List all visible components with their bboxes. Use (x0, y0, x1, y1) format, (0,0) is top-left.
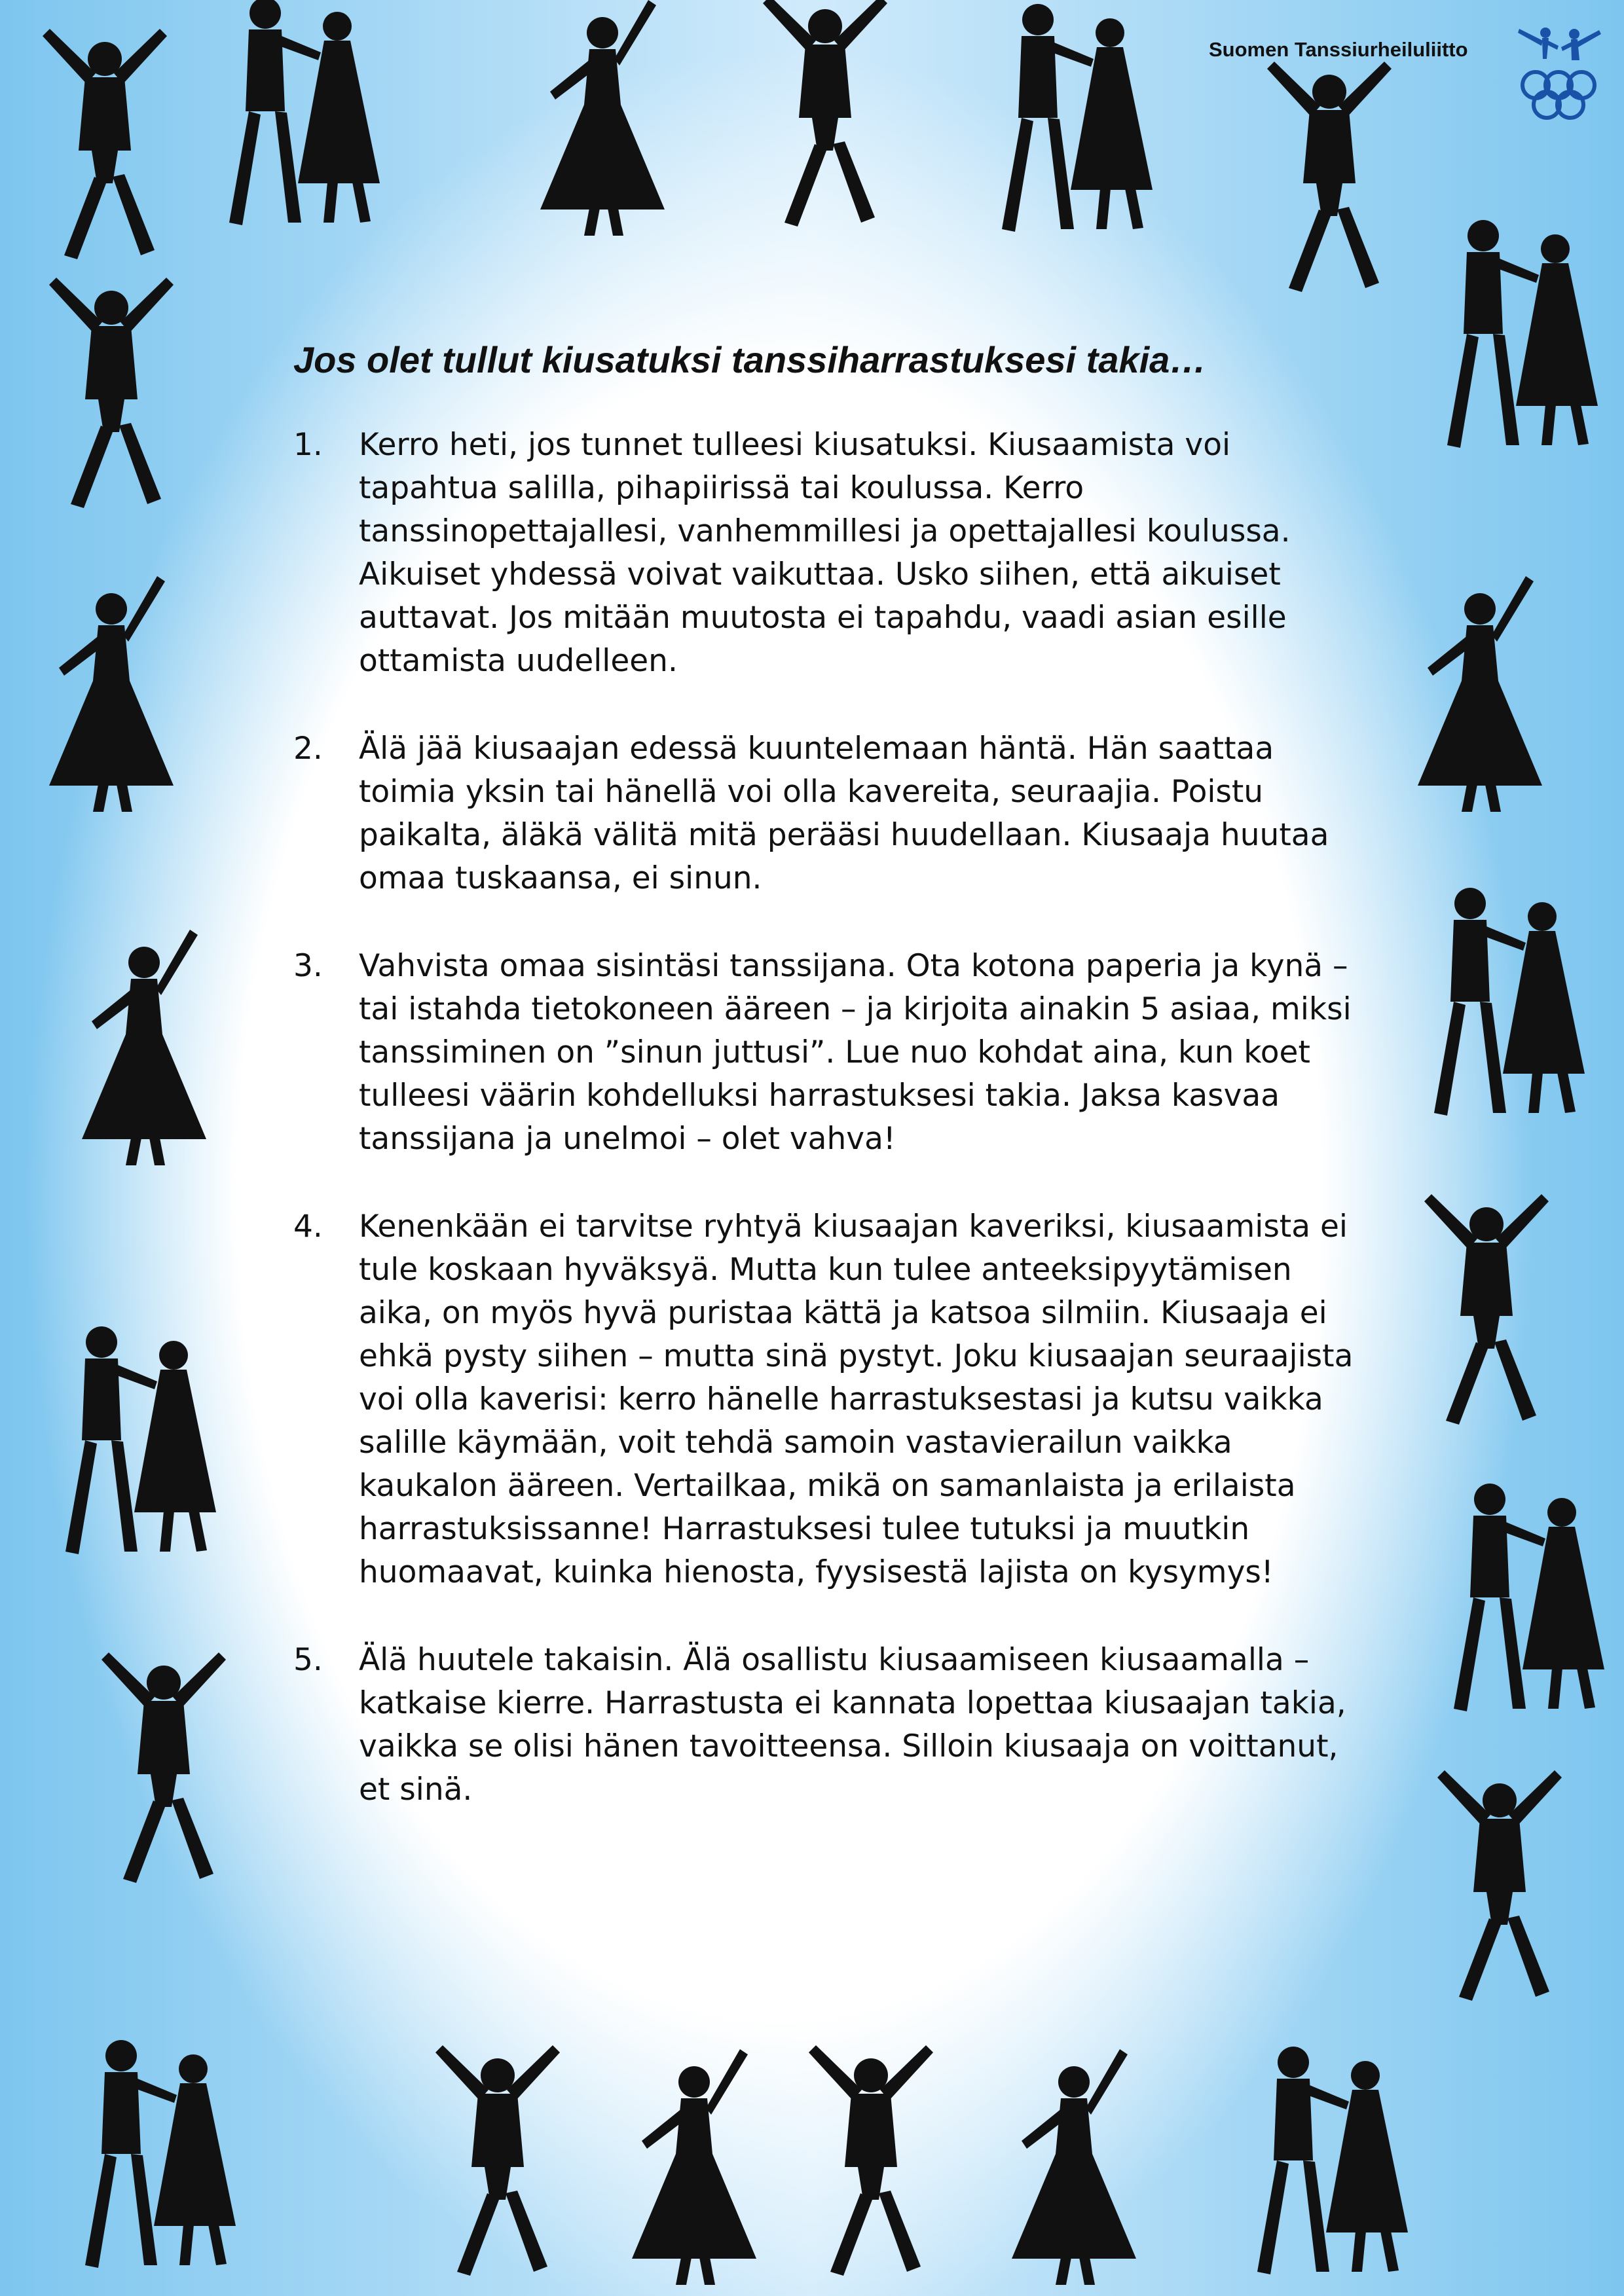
couple-silhouette (65, 1326, 216, 1554)
dancer-silhouette (1437, 1770, 1562, 2001)
dancing-figures-rings-logo-icon (1506, 20, 1611, 124)
list-item (293, 727, 1354, 900)
main-content (293, 338, 1354, 1856)
couple-silhouette (1002, 4, 1153, 232)
item-number: 5. (293, 1642, 323, 1679)
list-item (293, 424, 1354, 683)
organization-name: Suomen Tanssiurheiluliitto (1209, 38, 1468, 61)
list-item (293, 945, 1354, 1161)
item-number: 1. (293, 427, 323, 464)
dancer-silhouette (1424, 1194, 1549, 1425)
dancer-silhouette (49, 278, 174, 508)
dancer-silhouette (1012, 2049, 1136, 2285)
couple-silhouette (1434, 888, 1585, 1116)
item-text: Vahvista omaa sisintäsi tanssijana. Ota kotona paperia ja kynä – tai istahda tietokoneen ääreen – ja kirjoita ainakin 5 asiaa, miksi tanssiminen on ”sinun juttusi”. Lue nuo kohdat aina, kun koet tulleesi väärin kohdelluksi harrastuksesi takia. Jaksa kasvaa tanssijana ja unelmoi – olet vahva! (359, 948, 1352, 1157)
dancer-silhouette (809, 2045, 933, 2276)
dancer-silhouette (82, 930, 206, 1165)
dancer-silhouette (1267, 62, 1392, 292)
dancer-silhouette (1418, 576, 1542, 812)
item-text: Älä huutele takaisin. Älä osallistu kiusaamiseen kiusaamalla – katkaise kierre. Harrastusta ei kannata lopettaa kiusaajan takia, vaikka se olisi hänen tavoitteensa. Silloin kiusaaja on voittanut, et sinä. (359, 1642, 1346, 1808)
dancer-silhouette (632, 2049, 756, 2285)
couple-silhouette (229, 0, 380, 225)
page-title: Jos olet tullut kiusatuksi tanssiharrastuksesi takia… (293, 339, 1207, 380)
dancer-silhouette (540, 0, 665, 236)
advice-list (293, 424, 1354, 1812)
item-number: 2. (293, 731, 323, 767)
item-text: Kenenkään ei tarvitse ryhtyä kiusaajan kaveriksi, kiusaamista ei tule koskaan hyväksyä. Mutta kun tulee anteeksipyytämisen aika, on myös hyvä puristaa kättä ja katsoa silmiin. Kiusaaja ei ehkä pysty siihen – mutta sinä pystyt. Joku kiusaajan seuraajista voi olla kaverisi: kerro hänelle harrastuksestasi ja kutsu vaikka salille käymään, voit tehdä samoin vastavierailun vaikka kaukalon ääreen. Vertailkaa, mikä on samanlaista ja erilaista harrastuksissanne! Harrastuksesi tulee tutuksi ja muutkin huomaavat, kuinka hienosta, fyysisestä lajista on kysymys! (359, 1209, 1354, 1591)
couple-silhouette (85, 2040, 236, 2268)
dancer-silhouette (763, 0, 887, 227)
dancer-silhouette (49, 576, 174, 812)
couple-silhouette (1447, 220, 1598, 448)
dancer-silhouette (43, 29, 167, 259)
item-text: Älä jää kiusaajan edessä kuuntelemaan häntä. Hän saattaa toimia yksin tai hänellä voi olla kavereita, seuraajia. Poistu paikalta, äläkä välitä mitä perääsi huudellaan. Kiusaaja huutaa omaa tuskaansa, ei sinun. (359, 731, 1329, 897)
item-number: 3. (293, 948, 323, 985)
list-item (293, 1205, 1354, 1594)
item-number: 4. (293, 1209, 323, 1245)
dancer-silhouette (101, 1652, 226, 1883)
list-item (293, 1639, 1354, 1812)
item-text: Kerro heti, jos tunnet tulleesi kiusatuksi. Kiusaamista voi tapahtua salilla, pihapiirissä tai koulussa. Kerro tanssinopettajallesi, vanhemmillesi ja opettajallesi koulussa. Aikuiset yhdessä voivat vaikuttaa. Usko siihen, että aikuiset auttavat. Jos mitään muutosta ei tapahdu, vaadi asian esille ottamista uudelleen. (359, 427, 1291, 680)
couple-silhouette (1454, 1484, 1604, 1711)
dancer-silhouette (435, 2045, 560, 2276)
couple-silhouette (1257, 2047, 1408, 2274)
